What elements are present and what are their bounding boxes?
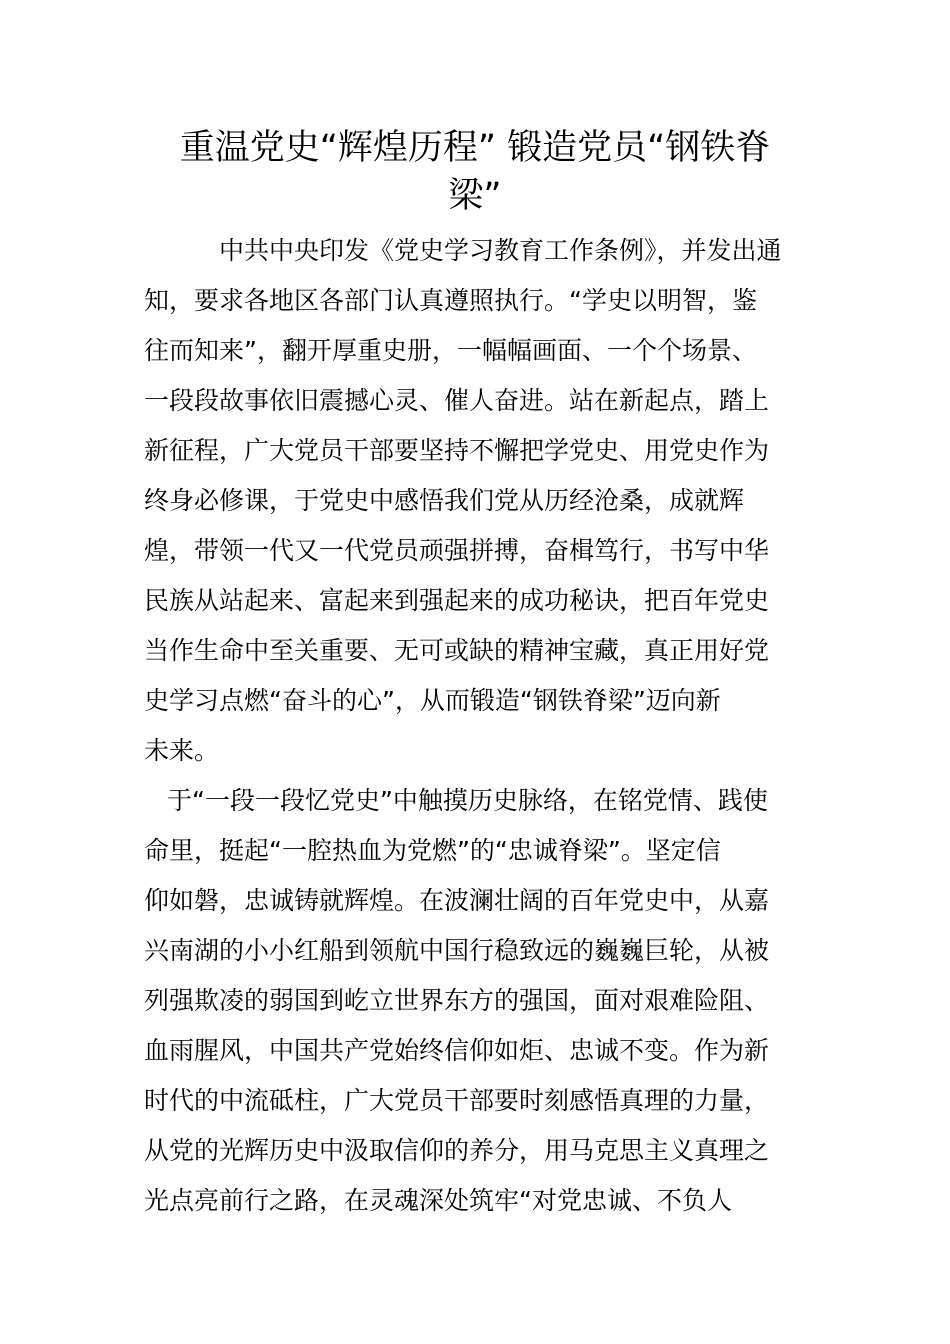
text-line: 煌，带领一代又一代党员顽强拼搏，奋楫笃行，书写中华 [144, 536, 770, 565]
paragraph-2 [144, 776, 809, 1226]
title-line-1: 重温党史“辉煌历程” 锻造党员“钢铁脊 [179, 128, 771, 168]
text-line: 未来。 [144, 736, 220, 765]
text-line: 史学习点燃“奋斗的心”，从而锻造“钢铁脊梁”迈向新 [144, 686, 721, 715]
text-line: 民族从站起来、富起来到强起来的成功秘诀，把百年党史 [144, 586, 770, 615]
text-line: 知，要求各地区各部门认真遵照执行。“学史以明智，鉴 [144, 286, 757, 315]
text-line: 于“一段一段忆党史”中触摸历史脉络，在铭党情、践使 [167, 786, 768, 815]
text-line: 当作生命中至关重要、无可或缺的精神宝藏，真正用好党 [144, 636, 770, 665]
text-line: 兴南湖的小小红船到领航中国行稳致远的巍巍巨轮，从被 [144, 936, 770, 965]
text-line: 血雨腥风，中国共产党始终信仰如炬、忠诚不变。作为新 [144, 1036, 770, 1065]
text-line: 终身必修课，于党史中感悟我们党从历经沧桑，成就辉 [144, 486, 745, 515]
text-line: 仰如磐，忠诚铸就辉煌。在波澜壮阔的百年党史中，从嘉 [144, 886, 770, 915]
text-line: 命里，挺起“一腔热血为党燃”的“忠诚脊梁”。坚定信 [144, 836, 721, 865]
document-body [144, 226, 809, 1226]
text-line: 列强欺凌的弱国到屹立世界东方的强国，面对艰难险阻、 [144, 986, 770, 1015]
text-line: 从党的光辉历史中汲取信仰的养分，用马克思主义真理之 [144, 1136, 770, 1165]
paragraph-1 [144, 226, 809, 776]
text-line: 一段段故事依旧震撼心灵、催人奋进。站在新起点，踏上 [144, 386, 770, 415]
text-line: 中共中央印发《党史学习教育工作条例》，并发出通 [219, 236, 782, 265]
text-line: 新征程，广大党员干部要坚持不懈把学党史、用党史作为 [144, 436, 770, 465]
text-line: 时代的中流砥柱，广大党员干部要时刻感悟真理的力量， [144, 1086, 770, 1115]
text-line: 往而知来”，翻开厚重史册，一幅幅画面、一个个场景、 [144, 336, 757, 365]
page-title [120, 124, 830, 220]
title-line-2: 梁” [448, 176, 502, 216]
text-line: 光点亮前行之路，在灵魂深处筑牢“对党忠诚、不负人 [144, 1186, 732, 1215]
